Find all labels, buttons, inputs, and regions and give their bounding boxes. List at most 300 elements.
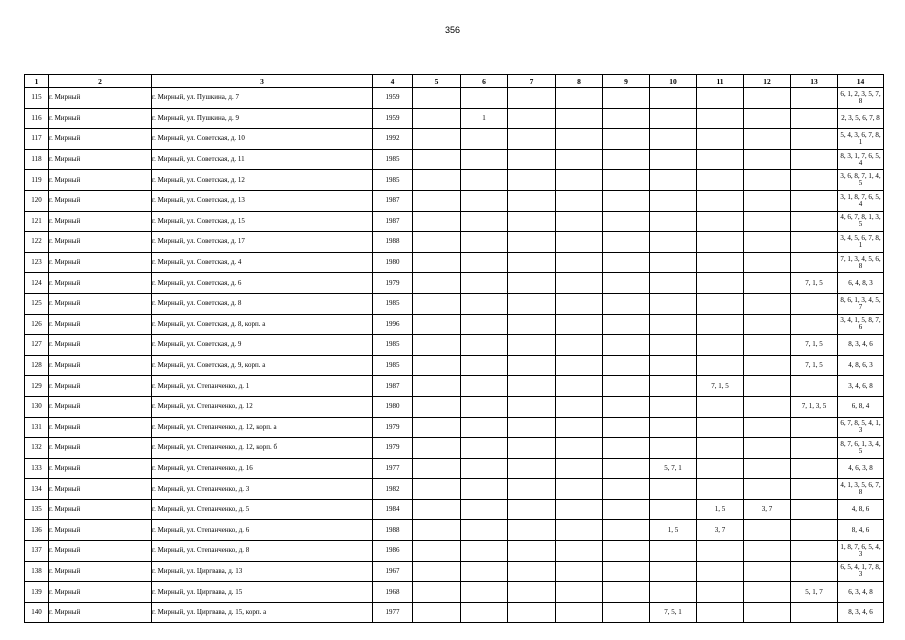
cell-n: 139 — [25, 582, 49, 603]
cell-c11 — [697, 149, 744, 170]
cell-c6 — [461, 417, 508, 438]
cell-city: г. Мирный — [49, 520, 152, 541]
cell-c5 — [413, 396, 461, 417]
cell-c12 — [744, 582, 791, 603]
cell-c5 — [413, 417, 461, 438]
cell-c8 — [556, 438, 603, 459]
cell-c14: 3, 6, 8, 7, 1, 4, 5 — [838, 170, 884, 191]
cell-year: 1959 — [373, 108, 413, 129]
cell-c11 — [697, 582, 744, 603]
cell-c6: 1 — [461, 108, 508, 129]
cell-c12 — [744, 170, 791, 191]
cell-c12 — [744, 211, 791, 232]
cell-year: 1988 — [373, 520, 413, 541]
cell-c8 — [556, 88, 603, 109]
cell-c13 — [791, 149, 838, 170]
cell-c5 — [413, 520, 461, 541]
cell-n: 122 — [25, 232, 49, 253]
cell-c5 — [413, 438, 461, 459]
cell-c7 — [508, 211, 556, 232]
cell-city: г. Мирный — [49, 232, 152, 253]
table-row — [25, 458, 884, 479]
table-row — [25, 417, 884, 438]
table-row — [25, 582, 884, 603]
cell-addr: г. Мирный, ул. Советская, д. 4 — [152, 252, 373, 273]
cell-c11 — [697, 541, 744, 562]
cell-c10 — [650, 88, 697, 109]
cell-c7 — [508, 582, 556, 603]
cell-city: г. Мирный — [49, 190, 152, 211]
cell-c5 — [413, 376, 461, 397]
cell-c12 — [744, 520, 791, 541]
cell-c10 — [650, 355, 697, 376]
cell-c9 — [603, 520, 650, 541]
cell-c5 — [413, 541, 461, 562]
cell-c13 — [791, 541, 838, 562]
cell-city: г. Мирный — [49, 108, 152, 129]
cell-n: 133 — [25, 458, 49, 479]
cell-city: г. Мирный — [49, 88, 152, 109]
cell-c8 — [556, 314, 603, 335]
cell-c9 — [603, 88, 650, 109]
table-header-row — [25, 75, 884, 88]
cell-c13 — [791, 499, 838, 520]
cell-c14: 6, 1, 2, 3, 5, 7, 8 — [838, 88, 884, 109]
cell-n: 140 — [25, 602, 49, 623]
cell-c8 — [556, 541, 603, 562]
cell-c8 — [556, 149, 603, 170]
cell-c7 — [508, 190, 556, 211]
cell-c11: 7, 1, 5 — [697, 376, 744, 397]
cell-year: 1980 — [373, 252, 413, 273]
cell-c9 — [603, 602, 650, 623]
cell-c6 — [461, 149, 508, 170]
cell-year: 1992 — [373, 129, 413, 150]
cell-c5 — [413, 170, 461, 191]
column-header-8: 8 — [556, 75, 603, 88]
table-row — [25, 520, 884, 541]
cell-year: 1987 — [373, 211, 413, 232]
table-row — [25, 335, 884, 356]
cell-n: 119 — [25, 170, 49, 191]
cell-c6 — [461, 88, 508, 109]
cell-year: 1967 — [373, 561, 413, 582]
cell-c8 — [556, 211, 603, 232]
cell-addr: г. Мирный, ул. Советская, д. 9, корп. а — [152, 355, 373, 376]
cell-c9 — [603, 438, 650, 459]
column-header-1: 1 — [25, 75, 49, 88]
cell-c14: 3, 4, 5, 6, 7, 8, 1 — [838, 232, 884, 253]
cell-c12 — [744, 602, 791, 623]
cell-year: 1959 — [373, 88, 413, 109]
cell-c7 — [508, 335, 556, 356]
cell-c14: 6, 5, 4, 1, 7, 8, 3 — [838, 561, 884, 582]
cell-c7 — [508, 561, 556, 582]
cell-year: 1987 — [373, 190, 413, 211]
cell-c14: 2, 3, 5, 6, 7, 8 — [838, 108, 884, 129]
cell-c11 — [697, 561, 744, 582]
cell-addr: г. Мирный, ул. Советская, д. 9 — [152, 335, 373, 356]
cell-city: г. Мирный — [49, 335, 152, 356]
table-row — [25, 602, 884, 623]
cell-c14: 8, 3, 1, 7, 6, 5, 4 — [838, 149, 884, 170]
cell-city: г. Мирный — [49, 582, 152, 603]
cell-c8 — [556, 108, 603, 129]
cell-c12 — [744, 273, 791, 294]
column-header-9: 9 — [603, 75, 650, 88]
cell-c9 — [603, 108, 650, 129]
cell-c9 — [603, 211, 650, 232]
cell-c10 — [650, 293, 697, 314]
cell-c5 — [413, 149, 461, 170]
column-header-10: 10 — [650, 75, 697, 88]
cell-c11 — [697, 458, 744, 479]
table-row — [25, 232, 884, 253]
cell-c6 — [461, 211, 508, 232]
cell-c8 — [556, 376, 603, 397]
cell-c10 — [650, 232, 697, 253]
register-table — [24, 74, 884, 623]
table-row — [25, 376, 884, 397]
cell-c12 — [744, 417, 791, 438]
cell-city: г. Мирный — [49, 355, 152, 376]
cell-c8 — [556, 561, 603, 582]
cell-year: 1980 — [373, 396, 413, 417]
column-header-11: 11 — [697, 75, 744, 88]
cell-c6 — [461, 561, 508, 582]
cell-n: 131 — [25, 417, 49, 438]
cell-c7 — [508, 438, 556, 459]
cell-c11 — [697, 273, 744, 294]
cell-c13: 5, 1, 7 — [791, 582, 838, 603]
cell-c14: 8, 3, 4, 6 — [838, 602, 884, 623]
cell-c10 — [650, 314, 697, 335]
cell-c5 — [413, 211, 461, 232]
cell-addr: г. Мирный, ул. Степанченко, д. 16 — [152, 458, 373, 479]
cell-n: 130 — [25, 396, 49, 417]
cell-c13 — [791, 438, 838, 459]
table-row — [25, 170, 884, 191]
cell-addr: г. Мирный, ул. Пушкина, д. 9 — [152, 108, 373, 129]
cell-c12 — [744, 438, 791, 459]
cell-addr: г. Мирный, ул. Советская, д. 12 — [152, 170, 373, 191]
cell-c5 — [413, 293, 461, 314]
table-row — [25, 108, 884, 129]
cell-city: г. Мирный — [49, 170, 152, 191]
cell-city: г. Мирный — [49, 396, 152, 417]
cell-n: 135 — [25, 499, 49, 520]
cell-city: г. Мирный — [49, 479, 152, 500]
cell-c12 — [744, 232, 791, 253]
cell-c9 — [603, 561, 650, 582]
cell-c11 — [697, 211, 744, 232]
cell-c14: 4, 6, 7, 8, 1, 3, 5 — [838, 211, 884, 232]
table-row — [25, 149, 884, 170]
cell-city: г. Мирный — [49, 129, 152, 150]
cell-c6 — [461, 541, 508, 562]
column-header-5: 5 — [413, 75, 461, 88]
cell-c8 — [556, 273, 603, 294]
table-row — [25, 273, 884, 294]
cell-c5 — [413, 129, 461, 150]
cell-c7 — [508, 252, 556, 273]
cell-c7 — [508, 129, 556, 150]
cell-city: г. Мирный — [49, 458, 152, 479]
cell-c7 — [508, 108, 556, 129]
cell-c10 — [650, 149, 697, 170]
cell-addr: г. Мирный, ул. Пушкина, д. 7 — [152, 88, 373, 109]
cell-c14: 7, 1, 3, 4, 5, 6, 8 — [838, 252, 884, 273]
cell-c8 — [556, 293, 603, 314]
cell-n: 129 — [25, 376, 49, 397]
cell-city: г. Мирный — [49, 273, 152, 294]
table-row — [25, 252, 884, 273]
cell-c5 — [413, 273, 461, 294]
cell-c14: 8, 3, 4, 6 — [838, 335, 884, 356]
cell-c7 — [508, 479, 556, 500]
cell-c14: 6, 4, 8, 3 — [838, 273, 884, 294]
cell-n: 128 — [25, 355, 49, 376]
cell-c6 — [461, 273, 508, 294]
cell-c11 — [697, 108, 744, 129]
cell-addr: г. Мирный, ул. Советская, д. 8, корп. а — [152, 314, 373, 335]
cell-addr: г. Мирный, ул. Степанченко, д. 12 — [152, 396, 373, 417]
cell-c12 — [744, 376, 791, 397]
cell-c7 — [508, 232, 556, 253]
cell-c9 — [603, 479, 650, 500]
cell-n: 123 — [25, 252, 49, 273]
cell-c14: 4, 6, 3, 8 — [838, 458, 884, 479]
cell-city: г. Мирный — [49, 417, 152, 438]
cell-c11 — [697, 129, 744, 150]
cell-city: г. Мирный — [49, 211, 152, 232]
cell-addr: г. Мирный, ул. Советская, д. 6 — [152, 273, 373, 294]
cell-c6 — [461, 458, 508, 479]
cell-c9 — [603, 582, 650, 603]
cell-c11 — [697, 252, 744, 273]
cell-c8 — [556, 252, 603, 273]
cell-c6 — [461, 355, 508, 376]
cell-c14: 8, 6, 1, 3, 4, 5, 7 — [838, 293, 884, 314]
cell-c10 — [650, 335, 697, 356]
cell-c12 — [744, 88, 791, 109]
cell-c10 — [650, 211, 697, 232]
cell-c13 — [791, 293, 838, 314]
cell-c11 — [697, 438, 744, 459]
cell-n: 137 — [25, 541, 49, 562]
column-header-6: 6 — [461, 75, 508, 88]
cell-city: г. Мирный — [49, 499, 152, 520]
cell-n: 136 — [25, 520, 49, 541]
cell-c11 — [697, 396, 744, 417]
cell-c10 — [650, 252, 697, 273]
cell-c9 — [603, 396, 650, 417]
cell-c11 — [697, 170, 744, 191]
cell-n: 126 — [25, 314, 49, 335]
cell-c12 — [744, 355, 791, 376]
cell-n: 125 — [25, 293, 49, 314]
cell-c13 — [791, 417, 838, 438]
cell-c9 — [603, 273, 650, 294]
cell-addr: г. Мирный, ул. Циргвава, д. 15, корп. а — [152, 602, 373, 623]
cell-c12 — [744, 458, 791, 479]
cell-city: г. Мирный — [49, 438, 152, 459]
cell-city: г. Мирный — [49, 376, 152, 397]
column-header-7: 7 — [508, 75, 556, 88]
cell-city: г. Мирный — [49, 602, 152, 623]
cell-c10 — [650, 108, 697, 129]
cell-addr: г. Мирный, ул. Степанченко, д. 12, корп. б — [152, 438, 373, 459]
cell-c5 — [413, 355, 461, 376]
cell-c7 — [508, 602, 556, 623]
column-header-4: 4 — [373, 75, 413, 88]
cell-year: 1979 — [373, 417, 413, 438]
cell-c11: 1, 5 — [697, 499, 744, 520]
cell-c8 — [556, 396, 603, 417]
cell-c12 — [744, 149, 791, 170]
cell-c10 — [650, 273, 697, 294]
cell-c10 — [650, 396, 697, 417]
cell-addr: г. Мирный, ул. Степанченко, д. 1 — [152, 376, 373, 397]
cell-c13 — [791, 602, 838, 623]
cell-c5 — [413, 458, 461, 479]
cell-c9 — [603, 232, 650, 253]
cell-c9 — [603, 314, 650, 335]
cell-c5 — [413, 499, 461, 520]
table-row — [25, 479, 884, 500]
cell-year: 1996 — [373, 314, 413, 335]
cell-year: 1986 — [373, 541, 413, 562]
cell-c13: 7, 1, 5 — [791, 335, 838, 356]
cell-c14: 8, 4, 6 — [838, 520, 884, 541]
cell-n: 117 — [25, 129, 49, 150]
cell-c13 — [791, 314, 838, 335]
cell-c12 — [744, 396, 791, 417]
cell-c5 — [413, 232, 461, 253]
cell-c11: 3, 7 — [697, 520, 744, 541]
table-row — [25, 211, 884, 232]
cell-n: 127 — [25, 335, 49, 356]
cell-addr: г. Мирный, ул. Советская, д. 10 — [152, 129, 373, 150]
cell-c8 — [556, 355, 603, 376]
cell-c10: 1, 5 — [650, 520, 697, 541]
cell-c10 — [650, 417, 697, 438]
cell-c13 — [791, 88, 838, 109]
cell-n: 124 — [25, 273, 49, 294]
cell-c7 — [508, 458, 556, 479]
cell-n: 120 — [25, 190, 49, 211]
cell-c6 — [461, 129, 508, 150]
cell-c14: 3, 4, 6, 8 — [838, 376, 884, 397]
cell-c7 — [508, 499, 556, 520]
cell-c12 — [744, 129, 791, 150]
cell-c12 — [744, 108, 791, 129]
cell-c10: 5, 7, 1 — [650, 458, 697, 479]
cell-c7 — [508, 417, 556, 438]
cell-c11 — [697, 335, 744, 356]
cell-c13 — [791, 520, 838, 541]
cell-c5 — [413, 108, 461, 129]
cell-c12 — [744, 541, 791, 562]
cell-c11 — [697, 190, 744, 211]
cell-c12 — [744, 314, 791, 335]
cell-c8 — [556, 335, 603, 356]
table-row — [25, 293, 884, 314]
cell-c8 — [556, 458, 603, 479]
cell-year: 1968 — [373, 582, 413, 603]
cell-c7 — [508, 520, 556, 541]
cell-c13 — [791, 458, 838, 479]
cell-c14: 1, 8, 7, 6, 5, 4, 3 — [838, 541, 884, 562]
column-header-14: 14 — [838, 75, 884, 88]
cell-city: г. Мирный — [49, 541, 152, 562]
cell-c14: 8, 7, 6, 1, 3, 4, 5 — [838, 438, 884, 459]
cell-c8 — [556, 520, 603, 541]
cell-c6 — [461, 335, 508, 356]
cell-addr: г. Мирный, ул. Советская, д. 11 — [152, 149, 373, 170]
cell-c8 — [556, 232, 603, 253]
cell-c14: 4, 8, 6 — [838, 499, 884, 520]
cell-c6 — [461, 582, 508, 603]
cell-c14: 6, 7, 8, 5, 4, 1, 3 — [838, 417, 884, 438]
cell-c8 — [556, 602, 603, 623]
cell-addr: г. Мирный, ул. Циргвава, д. 13 — [152, 561, 373, 582]
cell-c13 — [791, 170, 838, 191]
cell-n: 138 — [25, 561, 49, 582]
cell-c10 — [650, 499, 697, 520]
cell-c11 — [697, 88, 744, 109]
cell-n: 115 — [25, 88, 49, 109]
cell-addr: г. Мирный, ул. Советская, д. 17 — [152, 232, 373, 253]
column-header-3: 3 — [152, 75, 373, 88]
cell-c9 — [603, 293, 650, 314]
cell-c12 — [744, 479, 791, 500]
cell-c9 — [603, 129, 650, 150]
cell-c9 — [603, 149, 650, 170]
cell-c6 — [461, 499, 508, 520]
cell-year: 1977 — [373, 602, 413, 623]
cell-addr: г. Мирный, ул. Степанченко, д. 12, корп. а — [152, 417, 373, 438]
cell-c12: 3, 7 — [744, 499, 791, 520]
table-row — [25, 561, 884, 582]
cell-c7 — [508, 170, 556, 191]
cell-c12 — [744, 293, 791, 314]
cell-year: 1979 — [373, 438, 413, 459]
cell-addr: г. Мирный, ул. Степанченко, д. 8 — [152, 541, 373, 562]
cell-c11 — [697, 355, 744, 376]
table-row — [25, 314, 884, 335]
cell-c5 — [413, 190, 461, 211]
cell-year: 1987 — [373, 376, 413, 397]
cell-c10 — [650, 190, 697, 211]
cell-c10 — [650, 129, 697, 150]
cell-c14: 3, 1, 8, 7, 6, 5, 4 — [838, 190, 884, 211]
cell-c9 — [603, 458, 650, 479]
cell-c6 — [461, 190, 508, 211]
cell-addr: г. Мирный, ул. Степанченко, д. 5 — [152, 499, 373, 520]
cell-c7 — [508, 314, 556, 335]
column-header-12: 12 — [744, 75, 791, 88]
cell-c6 — [461, 520, 508, 541]
cell-c7 — [508, 293, 556, 314]
cell-c5 — [413, 252, 461, 273]
cell-c13 — [791, 129, 838, 150]
cell-year: 1985 — [373, 355, 413, 376]
table-row — [25, 438, 884, 459]
table-row — [25, 541, 884, 562]
cell-n: 134 — [25, 479, 49, 500]
cell-c13: 7, 1, 5 — [791, 355, 838, 376]
